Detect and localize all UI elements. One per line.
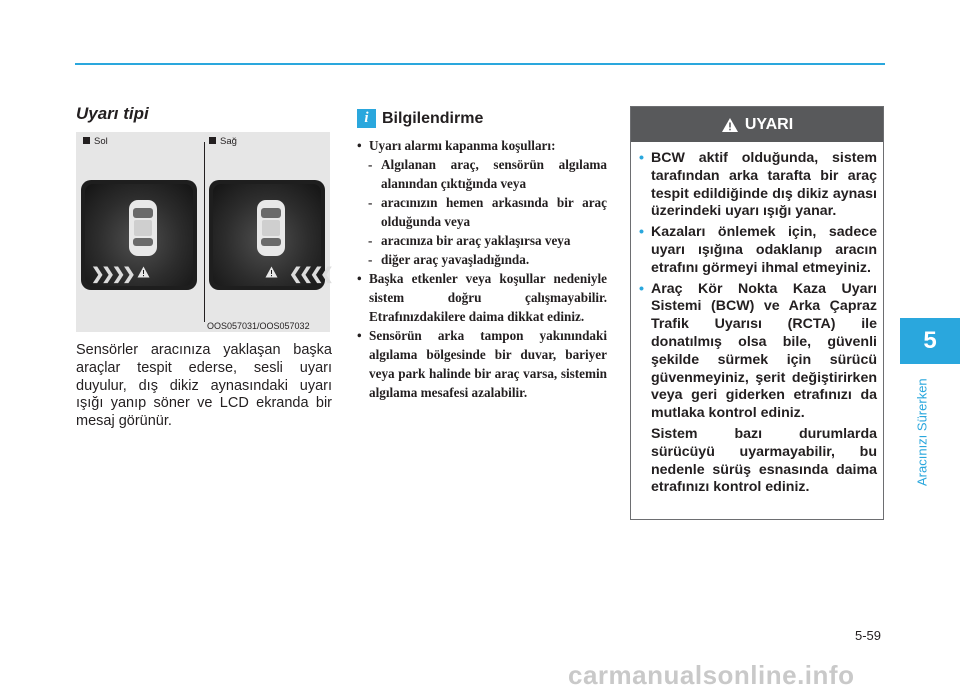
warning-body	[631, 142, 883, 497]
info-body	[357, 136, 607, 402]
right-approach-arrows-icon: ❮❮❮❮	[289, 266, 331, 283]
figure-label-left-text: Sol	[94, 136, 108, 147]
info-sub-item: - Algılanan araç, sensörün algılama alanından çıktığında veya	[357, 155, 607, 193]
info-bullet-conditions: • Uyarı alarmı kapanma koşulları:	[357, 136, 607, 155]
figure-label-right	[209, 136, 237, 147]
info-icon: i	[357, 109, 376, 128]
info-sub-item: - aracınıza bir araç yaklaşırsa veya	[357, 231, 607, 250]
chapter-title: Aracınızı Sürerken	[914, 378, 930, 486]
warning-type-figure	[76, 132, 330, 332]
description-paragraph: Sensörler aracınıza yaklaşan başka araçlar tespit ederse, sesli uyarı duyulur, dış dikiz aynasındaki uyarı ışığı yanıp söner ve LCD ekranda bir mesaj görünür.	[76, 342, 332, 430]
info-sub-item: - aracınızın hemen arkasında bir araç olduğunda veya	[357, 193, 607, 231]
info-sub-item: - diğer araç yavaşladığında.	[357, 250, 607, 269]
square-bullet-icon	[83, 137, 90, 144]
info-bullet-sensor-range: • Sensörün arka tampon yakınındaki algılama bölgesinde bir duvar, bariyer veya park halinde bir araç varsa, sistemin algılama mesafesi azalabilir.	[357, 326, 607, 402]
info-title: Bilgilendirme	[382, 110, 484, 127]
page-number: 5-59	[855, 628, 882, 643]
left-mirror-display	[81, 180, 197, 290]
header-rule	[75, 63, 885, 65]
warning-icon	[721, 117, 739, 133]
warning-item: • Kazaları önlemek için, sadece uyarı ışığına odaklanıp aracın etrafını görmeyi ihmal etmeyiniz.	[639, 224, 877, 277]
car-top-view-icon	[253, 198, 289, 258]
section-title: Uyarı tipi	[76, 104, 149, 123]
chapter-number: 5	[923, 327, 937, 354]
warning-title: UYARI	[744, 115, 794, 133]
warning-header	[631, 107, 883, 142]
figure-code: OOS057031/OOS057032	[207, 321, 310, 331]
warning-item: • BCW aktif olduğunda, sistem tarafından arka tarafta bir araç tespit edildiğinde dış dikiz aynası üzerindeki uyarı ışığı yanar.	[639, 150, 877, 221]
car-top-view-icon	[125, 198, 161, 258]
warning-item: • Araç Kör Nokta Kaza Uyarı Sistemi (BCW) ve Arka Çapraz Trafik Uyarısı (RCTA) ile donatılmış olsa bile, güvenli şekilde sürmek için sürücü güvenmeyiniz, şerit değiştirirken veya geri giderken etrafınızı da mutlaka kontrol ediniz.	[639, 281, 877, 423]
warning-box	[630, 106, 884, 520]
warning-triangle-icon	[137, 266, 150, 278]
square-bullet-icon	[209, 137, 216, 144]
right-mirror-display	[209, 180, 331, 290]
figure-divider	[204, 142, 205, 322]
watermark: carmanualsonline.info	[568, 660, 855, 690]
warning-paragraph: Sistem bazı durumlarda sürücüyü uyarmayabilir, bu nedenle sürüş esnasında daima etrafınızı kontrol ediniz.	[651, 425, 877, 496]
info-bullet-other-factors: • Başka etkenler veya koşullar nedeniyle sistem doğru çalışmayabilir. Etrafınızdakilere daima dikkat ediniz.	[357, 269, 607, 326]
warning-triangle-icon	[265, 266, 278, 278]
chapter-number-tab[interactable]	[900, 318, 960, 364]
figure-label-left	[83, 136, 108, 147]
left-approach-arrows-icon: ❯❯❯❯	[91, 266, 133, 283]
figure-label-right-text: Sağ	[220, 136, 237, 147]
